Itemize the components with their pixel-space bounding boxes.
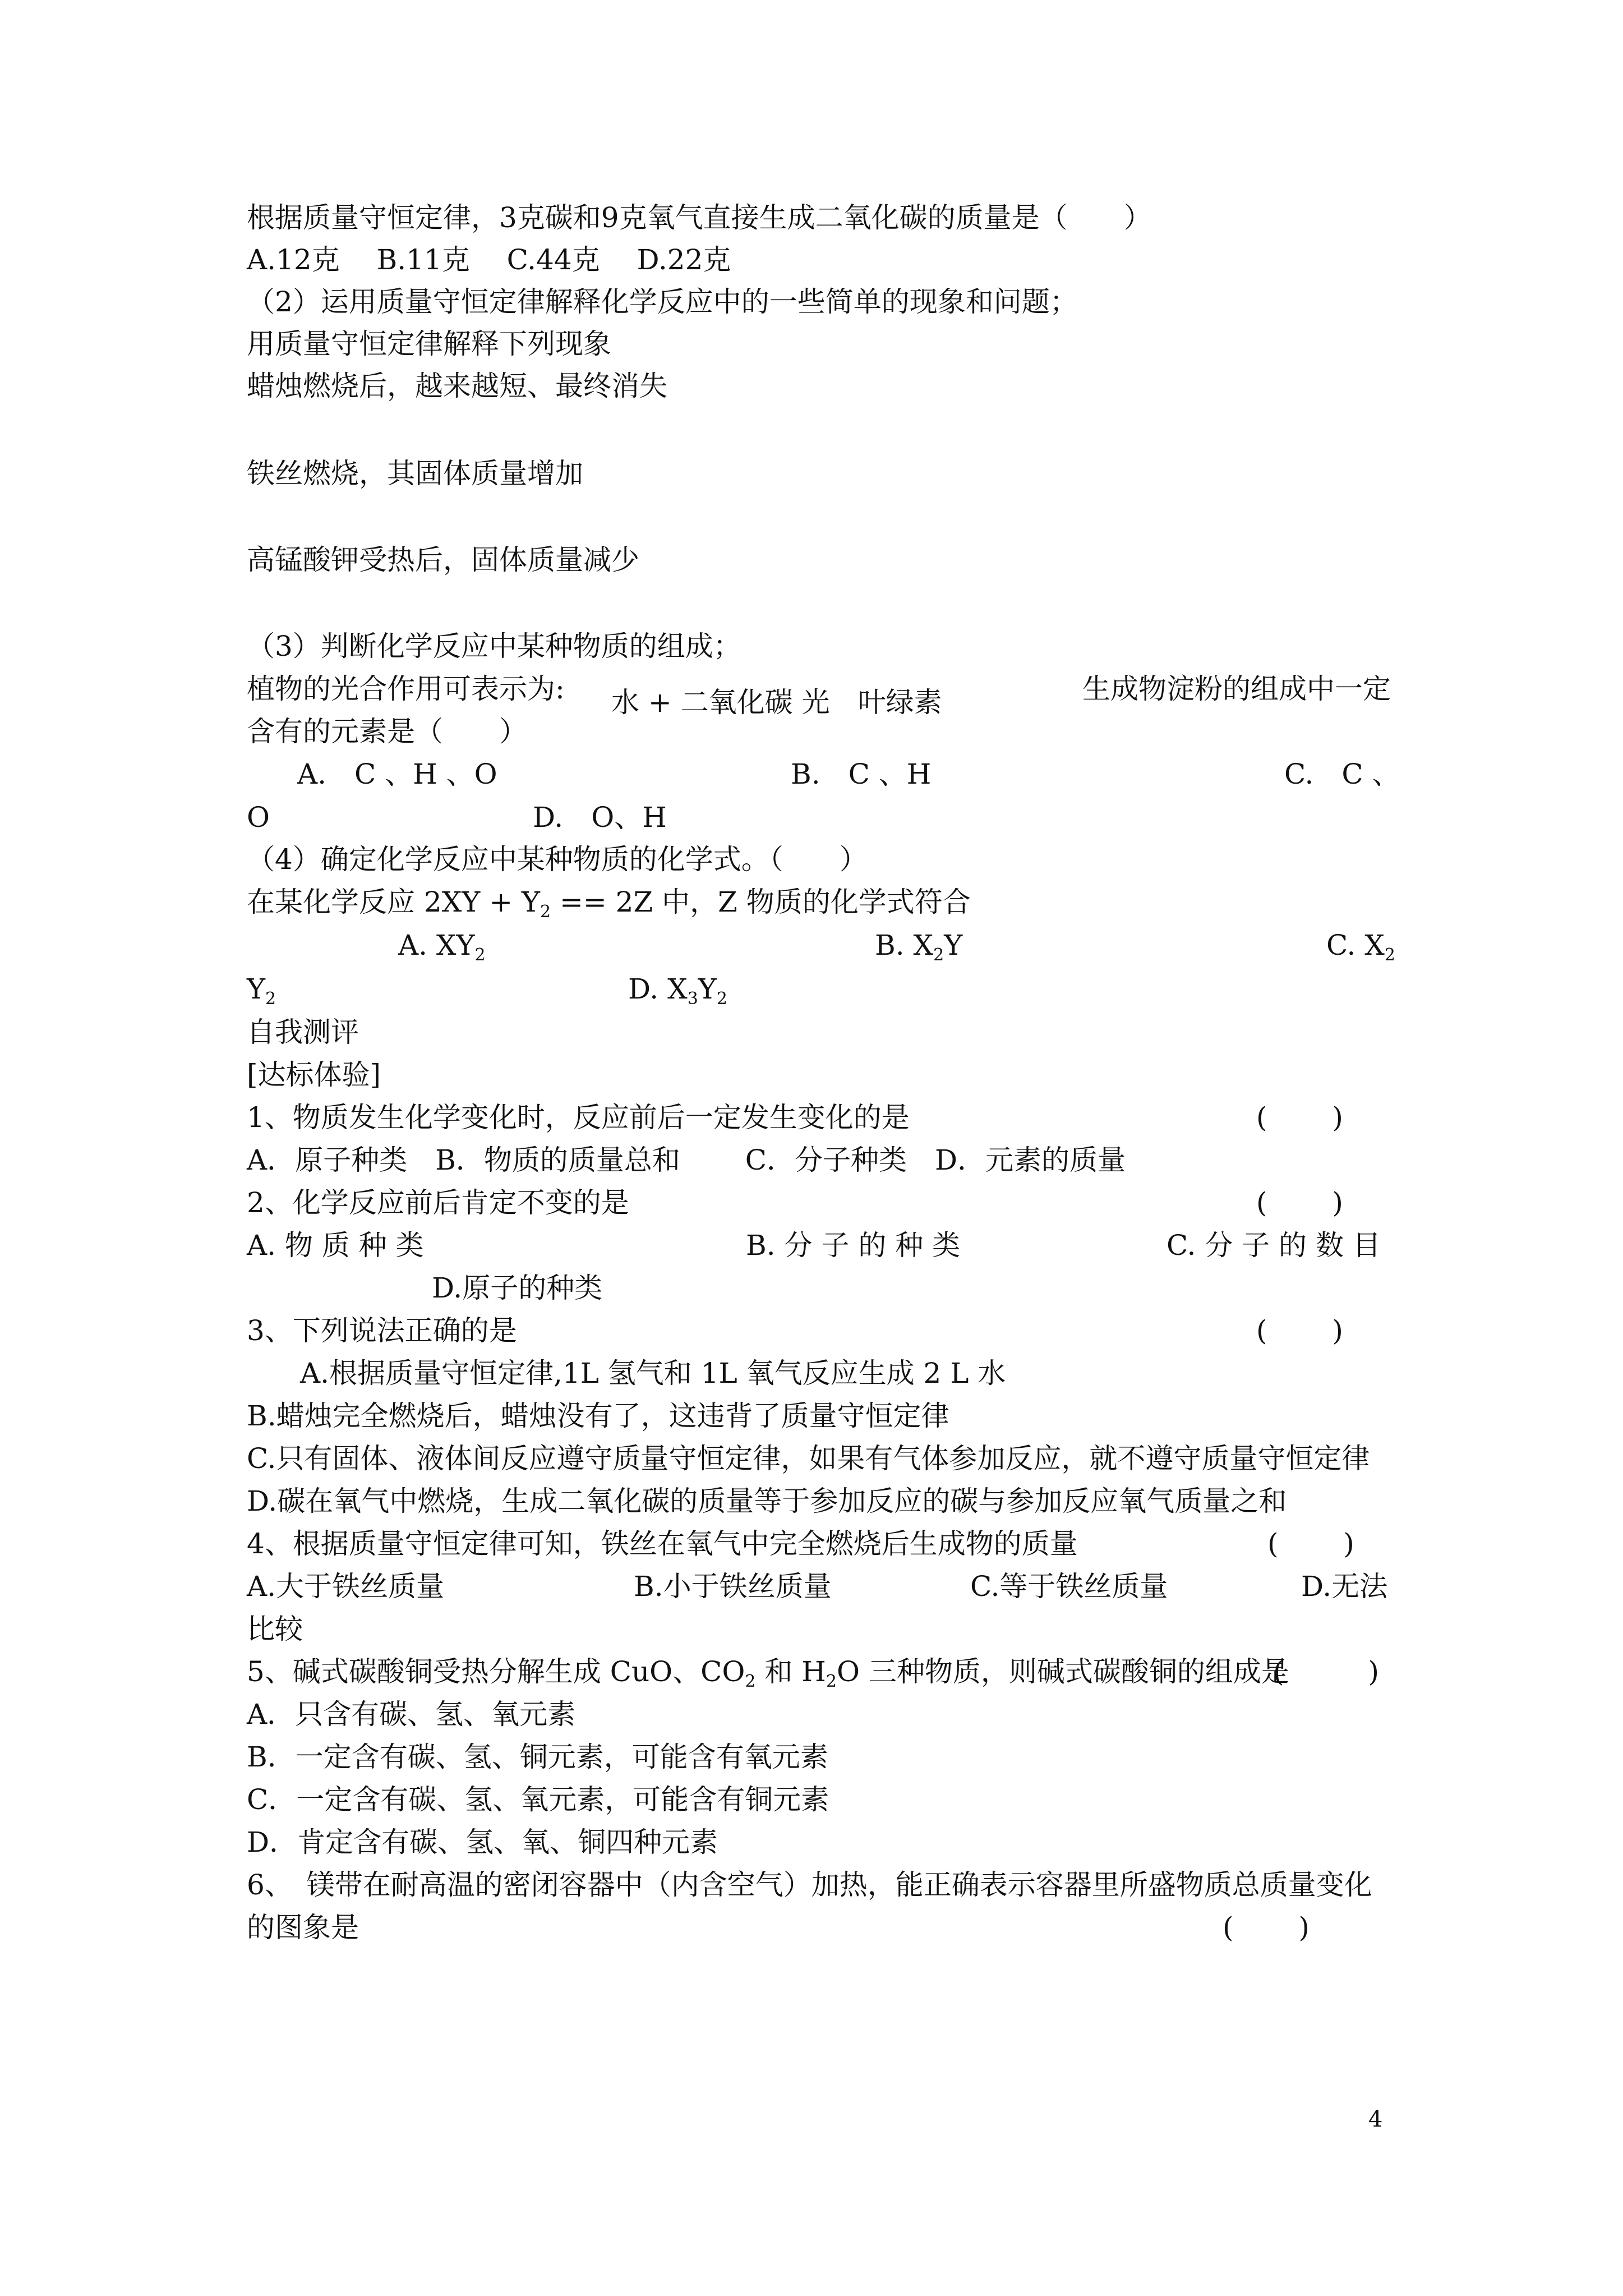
q4-option-d-wrap: 比较 [247,1613,303,1645]
q6-stem: 6、 镁带在耐高温的密闭容器中（内含空气）加热，能正确表示容器里所盛物质总质量变化 [247,1869,1372,1901]
example-options: A.12克 B.11克 C.44克 D.22克 [247,243,731,276]
q5-option-c: C．一定含有碳、氢、氧元素，可能含有铜元素 [247,1783,829,1816]
q4-option-d: D.无法 [1301,1570,1388,1603]
q4-option-a: A.大于铁丝质量 [247,1570,445,1603]
s3-option-c: C. C 、 [1284,758,1400,790]
q3-option-c: C.只有固体、液体间反应遵守质量守恒定律，如果有气体参加反应，就不遵守质量守恒定律 [247,1442,1370,1475]
s4-option-b: B. $X_2Y$ [875,929,963,965]
s4-question: 在某化学反应 $2XY + Y_2 == 2Z$ 中，Z 物质的化学式符合 [247,886,971,922]
s4-option-c: C. $X_2$ [1326,929,1395,965]
s3-option-d: D. O、H [533,801,667,834]
q1-answer-paren: ( ) [1256,1101,1343,1134]
q2-option-b: B. 分 子 的 种 类 [746,1229,961,1262]
s3-question-part2: 生成物淀粉的组成中一定 [1082,673,1391,705]
q2-option-a: A. 物 质 种 类 [247,1229,424,1262]
photosynthesis-formula: 水 + 二氧化碳 光 叶绿素 [611,686,942,719]
q4-option-c: C.等于铁丝质量 [970,1570,1168,1603]
q3-answer-paren: ( ) [1256,1314,1343,1347]
self-evaluation-heading: 自我测评 [247,1016,359,1048]
section-2-intro: 用质量守恒定律解释下列现象 [247,328,611,360]
q3-option-d: D.碳在氧气中燃烧，生成二氧化碳的质量等于参加反应的碳与参加反应氧气质量之和 [247,1485,1287,1517]
q5-answer-paren: ( ) [1273,1655,1380,1688]
phenomenon-2: 铁丝燃烧，其固体质量增加 [247,457,583,490]
section-4-heading: （4）确定化学反应中某种物质的化学式。（ ） [247,843,868,876]
s4-option-d: D. $X_3Y_2$ [628,973,727,1009]
s3-option-c-wrap: O [247,801,270,834]
q3-option-b: B.蜡烛完全燃烧后，蜡烛没有了，这违背了质量守恒定律 [247,1400,949,1432]
section-3-heading: （3）判断化学反应中某种物质的组成； [247,630,741,662]
q2-answer-paren: ( ) [1256,1186,1343,1219]
q5-option-d: D．肯定含有碳、氢、氧、铜四种元素 [247,1826,718,1858]
s3-question-part3: 含有的元素是（ ） [247,715,527,748]
phenomenon-3: 高锰酸钾受热后，固体质量减少 [247,544,639,576]
s3-option-b: B. C 、H [791,758,932,790]
q6-answer-paren: ( ) [1223,1911,1310,1944]
section-2-heading: （2）运用质量守恒定律解释化学反应中的一些简单的现象和问题； [247,286,1078,318]
q3-stem: 3、下列说法正确的是 [247,1314,517,1347]
q5-stem: 5、碱式碳酸铜受热分解生成 CuO、$CO_2$ 和 $H_2O$ 三种物质，则碱式碳酸铜的组成是 [247,1655,1289,1691]
q1-stem: 1、物质发生化学变化时，反应前后一定发生变化的是 [247,1101,910,1134]
s3-option-a: A. C 、H 、O [297,758,497,790]
q3-option-a: A.根据质量守恒定律,1L 氢气和 1L 氧气反应生成 2 L 水 [300,1357,1006,1389]
q4-stem: 4、根据质量守恒定律可知，铁丝在氧气中完全燃烧后生成物的质量 [247,1527,1078,1560]
s4-option-a: A. $XY_2$ [398,929,486,965]
q1-options: A．原子种类 B．物质的质量总和 C．分子种类 D．元素的质量 [247,1144,1126,1176]
q6-stem-wrap: 的图象是 [247,1911,359,1944]
q4-answer-paren: ( ) [1267,1527,1354,1560]
q2-option-c: C. 分 子 的 数 目 [1166,1229,1381,1262]
page-number: 4 [1368,2106,1383,2132]
q2-option-d: D.原子的种类 [432,1272,603,1304]
phenomenon-1: 蜡烛燃烧后，越来越短、最终消失 [247,370,667,402]
q4-option-b: B.小于铁丝质量 [634,1570,832,1603]
s4-option-c-wrap: $Y_2$ [247,973,276,1009]
s3-question-part1: 植物的光合作用可表示为: [247,673,565,705]
standard-experience-heading: [达标体验] [247,1059,381,1091]
q2-stem: 2、化学反应前后肯定不变的是 [247,1186,629,1219]
example-question: 根据质量守恒定律，3克碳和9克氧气直接生成二氧化碳的质量是（ ） [247,201,1152,234]
q5-option-b: B．一定含有碳、氢、铜元素，可能含有氧元素 [247,1741,828,1773]
q5-option-a: A．只含有碳、氢、氧元素 [247,1698,576,1731]
